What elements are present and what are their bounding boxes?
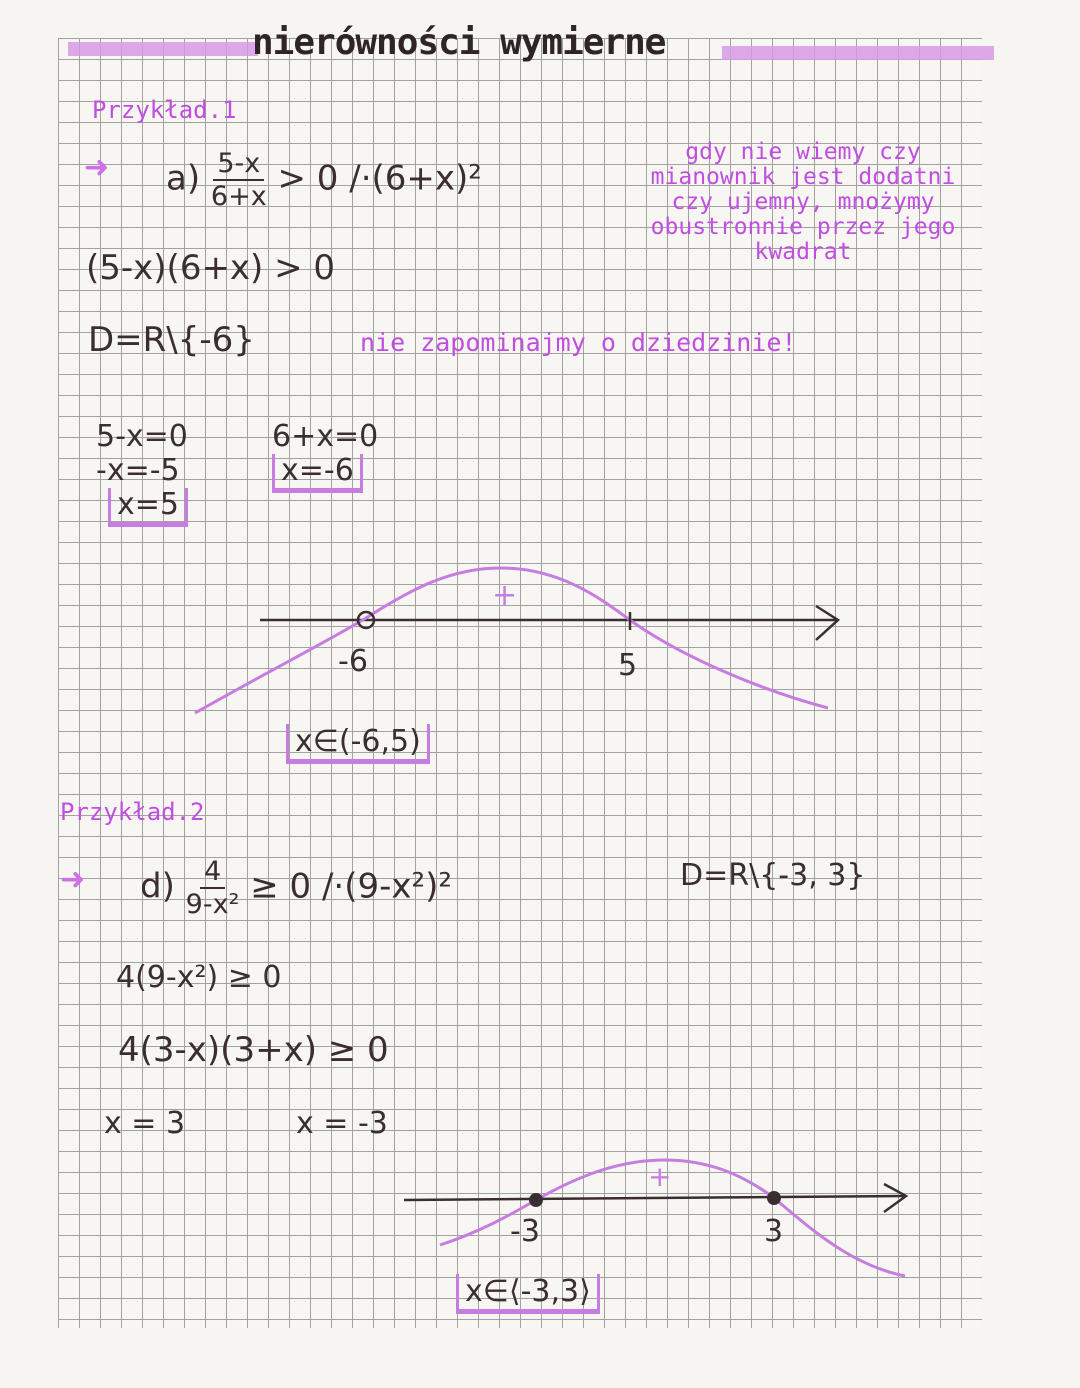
example2-label: Przykład.2 [60,798,205,826]
sign-plus-2: + [648,1160,672,1193]
equation-result: x=-6 [272,454,363,493]
example2-answer: x∈⟨-3,3⟩ [456,1274,600,1314]
example2-root2: x = -3 [296,1106,388,1141]
example2-prefix: d) [140,866,175,907]
note-line: gdy nie wiemy czy [685,139,921,165]
note-line: czy ujemny, mnożymy [671,189,935,215]
equation-line: -x=-5 [96,453,180,488]
equation-result: x=5 [108,488,188,527]
sign-plus-1: + [492,578,518,613]
fraction-denominator: 6+x [210,181,267,212]
arrow-icon: ➜ [84,150,110,185]
example1-suffix: > 0 /·(6+x)² [277,158,482,199]
root-point-filled [529,1193,543,1207]
note-line: kwadrat [754,239,852,265]
root-label: 3 [764,1214,784,1249]
example1-prefix: a) [166,158,201,199]
note-line: obustronnie przez jego [650,214,956,240]
axis-arrow-2 [884,1184,906,1212]
example2-root1: x = 3 [104,1106,186,1141]
example2-domain: D=R\{-3, 3} [680,858,866,893]
fraction-numerator: 4 [200,858,225,889]
example2-step2: 4(3-x)(3+x) ≥ 0 [118,1030,389,1070]
root-point-filled [767,1191,781,1205]
page-title: nierówności wymierne [252,22,666,63]
example1-domain-note: nie zapominajmy o dziedzinie! [360,328,797,357]
equation-line: 6+x=0 [272,419,379,454]
example1-domain: D=R\{-6} [88,320,255,360]
example1-answer: x∈(-6,5) [286,724,430,764]
fraction-numerator: 5-x [213,150,264,181]
equation-line: 5-x=0 [96,419,188,454]
fraction-denominator: 9-x² [185,889,240,920]
note-line: mianownik jest dodatni [650,164,956,190]
root-label: -6 [338,644,368,679]
root-label: -3 [510,1214,540,1249]
example1-product: (5-x)(6+x) > 0 [86,248,336,288]
number-line-2 [404,1196,906,1200]
example2-suffix: ≥ 0 /·(9-x²)² [250,866,453,907]
root-label: 5 [618,648,638,683]
example1-label: Przykład.1 [92,96,237,124]
arrow-icon: ➜ [60,862,86,897]
example2-step1: 4(9-x²) ≥ 0 [116,960,282,995]
